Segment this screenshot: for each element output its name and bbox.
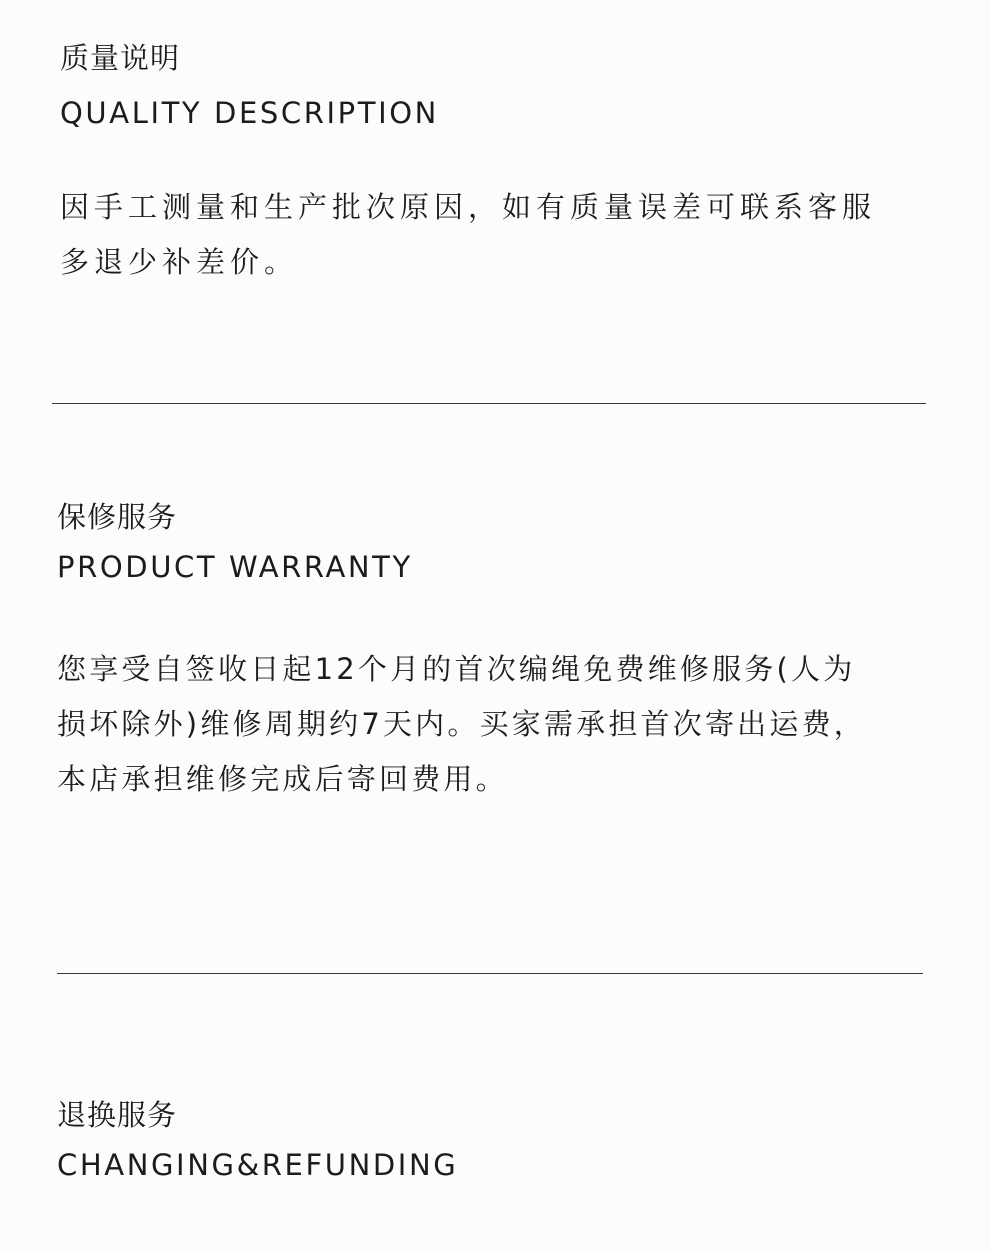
quality-body-line-2: 多退少补差价。 xyxy=(60,245,299,279)
quality-title-en: QUALITY DESCRIPTION xyxy=(60,96,439,130)
warranty-title-cn: 保修服务 xyxy=(57,500,178,534)
warranty-title-en: PRODUCT WARRANTY xyxy=(57,550,413,584)
quality-title-cn: 质量说明 xyxy=(60,41,181,75)
quality-body xyxy=(60,180,876,290)
refund-title-cn: 退换服务 xyxy=(57,1098,178,1132)
divider-2 xyxy=(57,973,923,974)
refund-title-en: CHANGING&REFUNDING xyxy=(57,1148,459,1182)
warranty-body xyxy=(57,642,866,807)
warranty-body-line-3: 本店承担维修完成后寄回费用。 xyxy=(57,762,508,796)
warranty-body-line-1: 您享受自签收日起12个月的首次编绳免费维修服务(人为 xyxy=(57,652,856,686)
divider-1 xyxy=(52,403,926,404)
quality-body-line-1: 因手工测量和生产批次原因，如有质量误差可联系客服 xyxy=(60,190,877,224)
warranty-body-line-2: 损坏除外)维修周期约7天内。买家需承担首次寄出运费， xyxy=(57,707,866,741)
